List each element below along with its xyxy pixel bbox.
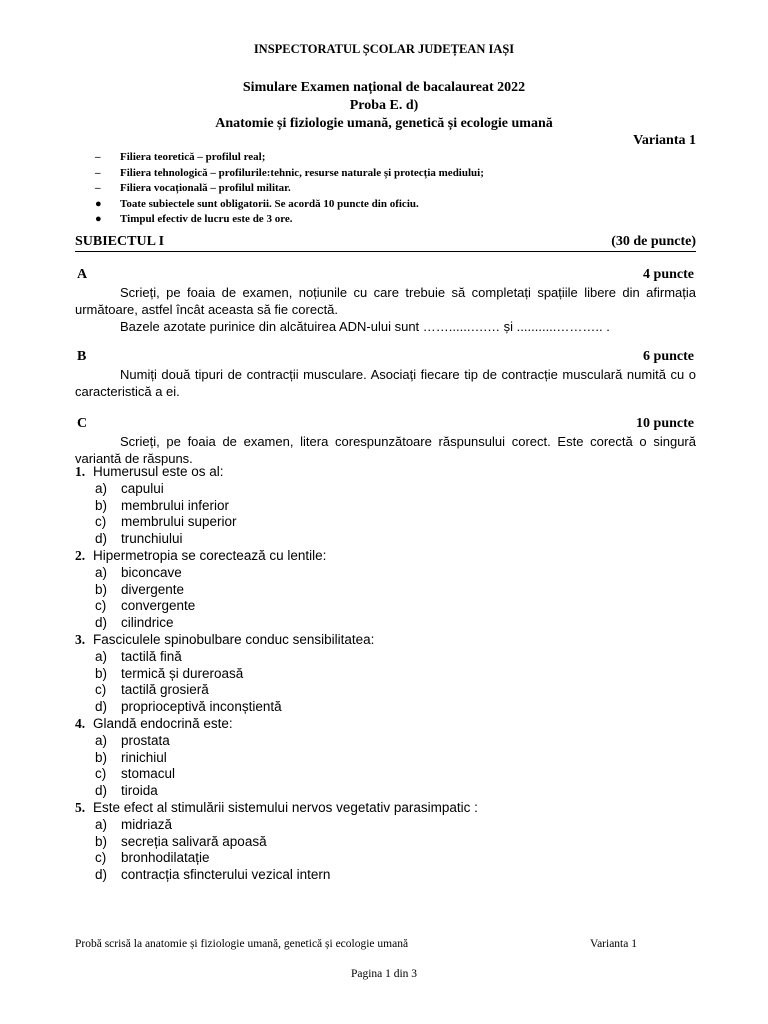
section-c-letter: C	[77, 416, 88, 431]
footer-variant: Varianta 1	[590, 938, 637, 950]
variant-label: Varianta 1	[633, 133, 696, 148]
exam-title: Simulare Examen național de bacalaureat 2022	[242, 80, 526, 95]
subject-points: (30 de puncte)	[611, 234, 696, 249]
answer-option: a) biconcave	[95, 564, 182, 580]
question: 1. Humerusul este os al: a) capului b) membrului inferior c) membrului superior d) trunchiului	[75, 464, 696, 548]
section-b-instruction: Numiți două tipuri de contracții musculare. Asociați fiecare tip de contracție musculară numită cu o caracteristică a ei.	[75, 367, 696, 399]
answer-option: c) convergente	[95, 598, 196, 614]
question-text: Glandă endocrină este:	[93, 715, 233, 731]
instruction-item: ● Timpul efectiv de lucru este de 3 ore.	[95, 213, 293, 225]
section-c-instruction: Scrieți, pe foaia de examen, litera corespunzătoare răspunsului corect. Este corectă o singură variantă de răspuns.	[75, 434, 696, 466]
answer-option: b) rinichiul	[95, 749, 167, 765]
section-b-letter: B	[77, 349, 87, 364]
answer-option: d) tiroida	[95, 783, 158, 799]
section-a-points: 4 puncte	[643, 267, 694, 282]
answer-option: b) divergente	[95, 581, 185, 597]
question-list	[75, 464, 696, 884]
instruction-item: – Filiera tehnologică – profilurile:tehnic, resurse naturale și protecția mediului;	[95, 166, 484, 179]
section-b-heading	[77, 349, 694, 365]
answer-option: c) bronhodilatație	[95, 850, 210, 866]
instruction-item: ● Toate subiectele sunt obligatorii. Se acordă 10 puncte din oficiu.	[95, 197, 419, 210]
section-b-points: 6 puncte	[643, 349, 694, 364]
question-text: Este efect al stimulării sistemului nervos vegetativ parasimpatic :	[93, 799, 478, 815]
answer-option: b) membrului inferior	[95, 497, 230, 513]
subject-heading	[75, 234, 696, 252]
section-a-heading	[77, 267, 694, 283]
answer-option: d) trunchiului	[95, 531, 183, 547]
answer-option: a) capului	[95, 480, 164, 496]
instruction-item: – Filiera teoretică – profilul real;	[95, 151, 266, 163]
answer-option: d) contracția sfincterului vezical intern	[95, 867, 331, 883]
instructions-list	[95, 150, 695, 228]
question: 3. Fasciculele spinobulbare conduc sensibilitatea: a) tactilă fină b) termică și dureroasă c) tactilă grosieră d) proprioceptivă inconștientă	[75, 632, 696, 716]
answer-option: d) proprioceptivă inconștientă	[95, 699, 282, 715]
answer-option: c) tactilă grosieră	[95, 682, 209, 698]
question-text: Humerusul este os al:	[93, 464, 224, 479]
section-c-points: 10 puncte	[636, 416, 694, 431]
subject-label: SUBIECTUL I	[75, 234, 165, 249]
answer-option: a) tactilă fină	[95, 648, 182, 664]
section-a-instruction: Scrieți, pe foaia de examen, noțiunile cu care trebuie să completați spațiile libere din afirmația următoare, astfel încât aceasta să fie corectă.	[75, 285, 696, 317]
answer-option: b) termică și dureroasă	[95, 665, 244, 681]
footer-exam-name: Probă scrisă la anatomie și fiziologie umană, genetică și ecologie umană	[75, 938, 409, 950]
exam-proba: Proba E. d)	[349, 98, 419, 113]
answer-option: c) stomacul	[95, 766, 176, 782]
question-text: Fasciculele spinobulbare conduc sensibilitatea:	[93, 631, 375, 647]
question: 4. Glandă endocrină este: a) prostata b) rinichiul c) stomacul d) tiroida	[75, 716, 696, 800]
answer-option: d) cilindrice	[95, 615, 174, 631]
answer-option: c) membrului superior	[95, 514, 237, 530]
section-c-heading	[77, 416, 694, 432]
answer-option: a) midriază	[95, 816, 173, 832]
inspectorate-header: INSPECTORATUL ȘCOLAR JUDEȚEAN IAȘI	[253, 42, 515, 56]
instruction-item: – Filiera vocațională – profilul militar.	[95, 182, 291, 194]
page-number: Pagina 1 din 3	[350, 968, 418, 980]
question: 2. Hipermetropia se corectează cu lentile: a) biconcave b) divergente c) convergente d) cilindrice	[75, 548, 696, 632]
answer-option: b) secreția salivară apoasă	[95, 833, 267, 849]
answer-option: a) prostata	[95, 732, 170, 748]
section-a-letter: A	[77, 267, 88, 282]
question-text: Hipermetropia se corectează cu lentile:	[93, 547, 327, 563]
question: 5. Este efect al stimulării sistemului nervos vegetativ parasimpatic : a) midriază b) secreția salivară apoasă c) bronhodilatație d) contracția sfincterului vezical intern	[75, 800, 696, 884]
section-a-statement: Bazele azotate purinice din alcătuirea ADN-ului sunt ……......….… și ...........……….. .	[120, 319, 610, 334]
exam-subject-title: Anatomie și fiziologie umană, genetică și ecologie umană	[215, 116, 553, 131]
